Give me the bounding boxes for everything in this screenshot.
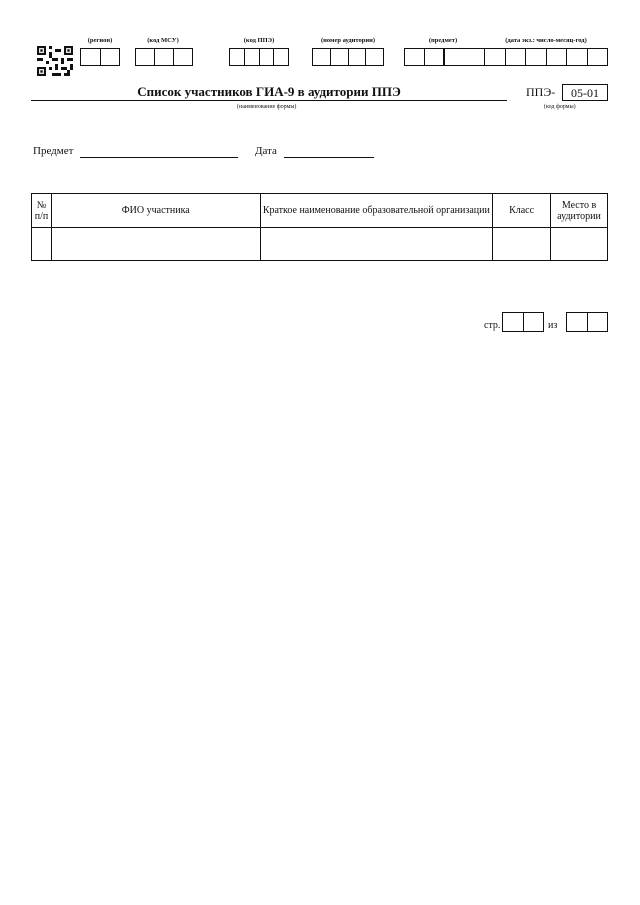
ppe-code-label: (код ППЭ)	[243, 37, 275, 44]
table-header-row	[32, 194, 608, 228]
form-code-caption: (код формы)	[544, 104, 576, 110]
cell-class[interactable]	[493, 228, 551, 261]
exam-date-label: (дата экз.: число-месяц-год)	[505, 37, 587, 44]
form-title: Список участников ГИА-9 в аудитории ППЭ	[137, 84, 401, 99]
room-number-label: (номер аудитории)	[320, 37, 375, 44]
form-code-prefix: ППЭ-	[526, 85, 556, 99]
subject-field[interactable]	[80, 157, 238, 158]
region-input[interactable]	[80, 48, 120, 66]
header-class: Класс	[493, 194, 551, 228]
header-participant-name: ФИО участника	[51, 194, 260, 228]
form-code-box: 05-01	[562, 84, 608, 101]
region-label: (регион)	[87, 37, 113, 44]
cell-number[interactable]	[32, 228, 52, 261]
page-label: стр.	[484, 320, 501, 331]
header-organization: Краткое наименование образовательной организации	[260, 194, 493, 228]
page-total-input[interactable]	[566, 312, 608, 332]
subject-code-label: (предмет)	[428, 37, 458, 44]
exam-date-input[interactable]	[444, 48, 608, 66]
cell-participant-name[interactable]	[51, 228, 260, 261]
subject-code-input[interactable]	[404, 48, 444, 66]
form-title-caption: (наименование формы)	[237, 104, 297, 110]
room-number-input[interactable]	[312, 48, 384, 66]
header-number: № п/п	[32, 194, 52, 228]
header-seat: Место в аудитории	[551, 194, 608, 228]
msu-code-label: (код МСУ)	[147, 37, 179, 44]
date-field[interactable]	[284, 157, 374, 158]
subject-label: Предмет	[33, 145, 74, 157]
cell-seat[interactable]	[551, 228, 608, 261]
qr-code-icon	[37, 46, 73, 76]
date-label: Дата	[255, 145, 277, 157]
page-number-input[interactable]	[502, 312, 544, 332]
table-row	[32, 228, 608, 261]
msu-code-input[interactable]	[135, 48, 193, 66]
title-underline	[31, 100, 507, 101]
cell-organization[interactable]	[260, 228, 493, 261]
of-label: из	[548, 320, 558, 331]
participants-table	[31, 193, 608, 261]
ppe-code-input[interactable]	[229, 48, 289, 66]
